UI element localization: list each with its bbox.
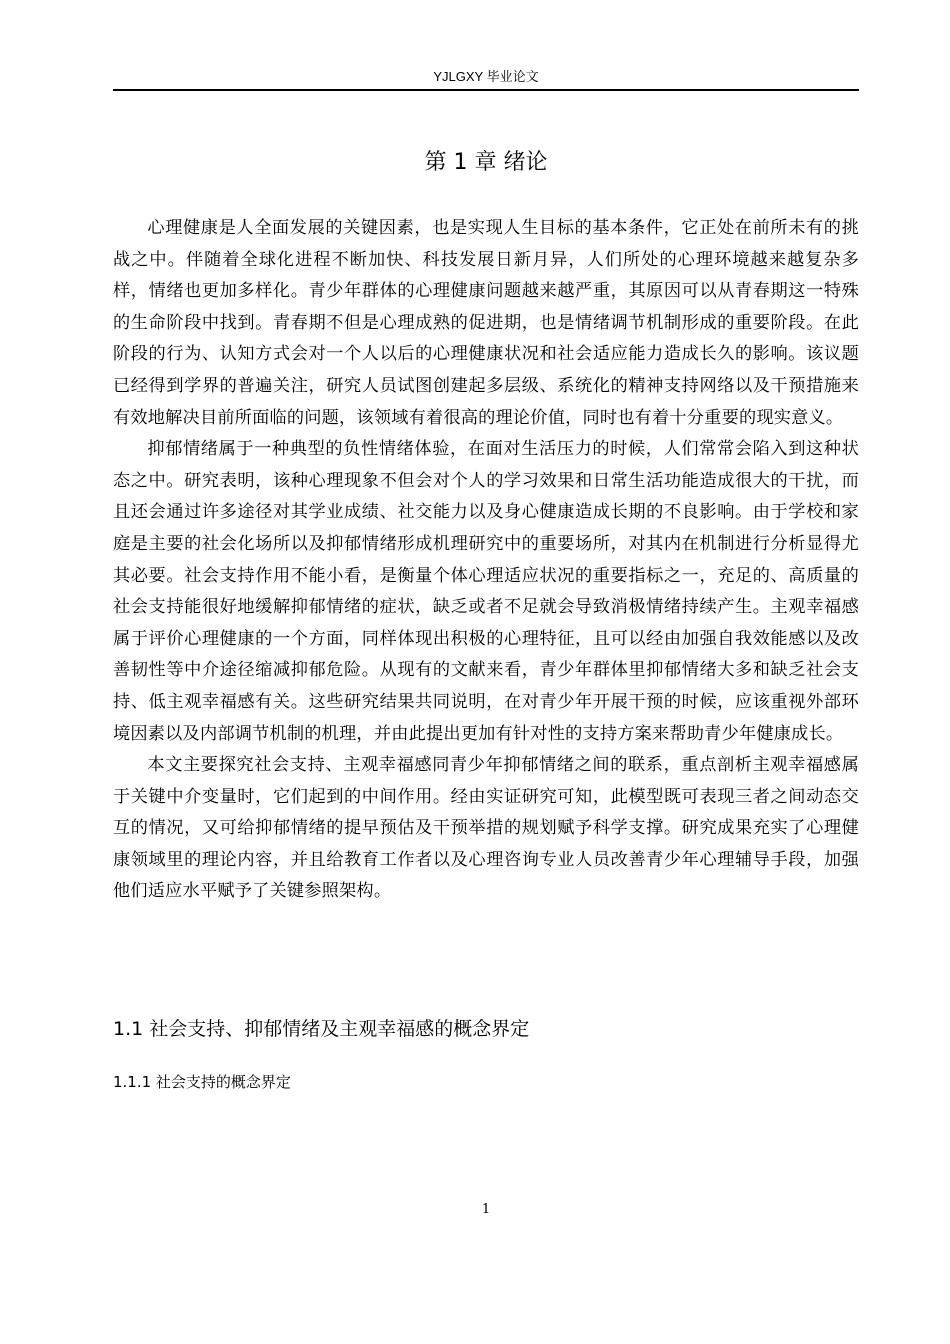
chapter-title: 第 1 章 绪论 bbox=[424, 150, 548, 175]
header-rule bbox=[113, 89, 859, 91]
subsection-title: 1.1.1 社会支持的概念界定 bbox=[113, 1073, 291, 1091]
section-title: 1.1 社会支持、抑郁情绪及主观幸福感的概念界定 bbox=[113, 1018, 530, 1040]
paragraph: 抑郁情绪属于一种典型的负性情绪体验，在面对生活压力的时候，人们常常会陷入到这种状态之中。研究表明，该种心理现象不但会对个人的学习效果和日常生活功能造成很大的干扰，而且还会通过许多途径对其学业成绩、社交能力以及身心健康造成长期的不良影响。由于学校和家庭是主要的社会化场所以及抑郁情绪形成机理研究中的重要场所，对其内在机制进行分析显得尤其必要。社会支持作用不能小看，是衡量个体心理适应状况的重要指标之一，充足的、高质量的社会支持能很好地缓解抑郁情绪的症状，缺乏或者不足就会导致消极情绪持续产生。主观幸福感属于评价心理健康的一个方面，同样体现出积极的心理特征，且可以经由加强自我效能感以及改善韧性等中介途径缩减抑郁危险。从现有的文献来看，青少年群体里抑郁情绪大多和缺乏社会支持、低主观幸福感有关。这些研究结果共同说明，在对青少年开展干预的时候，应该重视外部环境因素以及内部调节机制的机理，并由此提出更加有针对性的支持方案来帮助青少年健康成长。 bbox=[113, 439, 859, 744]
page-number: 1 bbox=[481, 1202, 491, 1217]
running-header: YJLGXY 毕业论文 bbox=[433, 69, 539, 84]
body-text bbox=[113, 213, 859, 908]
paragraph: 本文主要探究社会支持、主观幸福感同青少年抑郁情绪之间的联系，重点剖析主观幸福感属于关键中介变量时，它们起到的中间作用。经由实证研究可知，此模型既可表现三者之间动态交互的情况，又可给抑郁情绪的提早预估及干预举措的规划赋予科学支撑。研究成果充实了心理健康领域里的理论内容，并且给教育工作者以及心理咨询专业人员改善青少年心理辅导手段，加强他们适应水平赋予了关键参照架构。 bbox=[113, 755, 859, 902]
paragraph: 心理健康是人全面发展的关键因素，也是实现人生目标的基本条件，它正处在前所未有的挑战之中。伴随着全球化进程不断加快、科技发展日新月异，人们所处的心理环境越来越复杂多样，情绪也更加多样化。青少年群体的心理健康问题越来越严重，其原因可以从青春期这一特殊的生命阶段中找到。青春期不但是心理成熟的促进期，也是情绪调节机制形成的重要阶段。在此阶段的行为、认知方式会对一个人以后的心理健康状况和社会适应能力造成长久的影响。该议题已经得到学界的普遍关注，研究人员试图创建起多层级、系统化的精神支持网络以及干预措施来有效地解决目前所面临的问题，该领域有着很高的理论价值，同时也有着十分重要的现实意义。 bbox=[113, 218, 859, 428]
